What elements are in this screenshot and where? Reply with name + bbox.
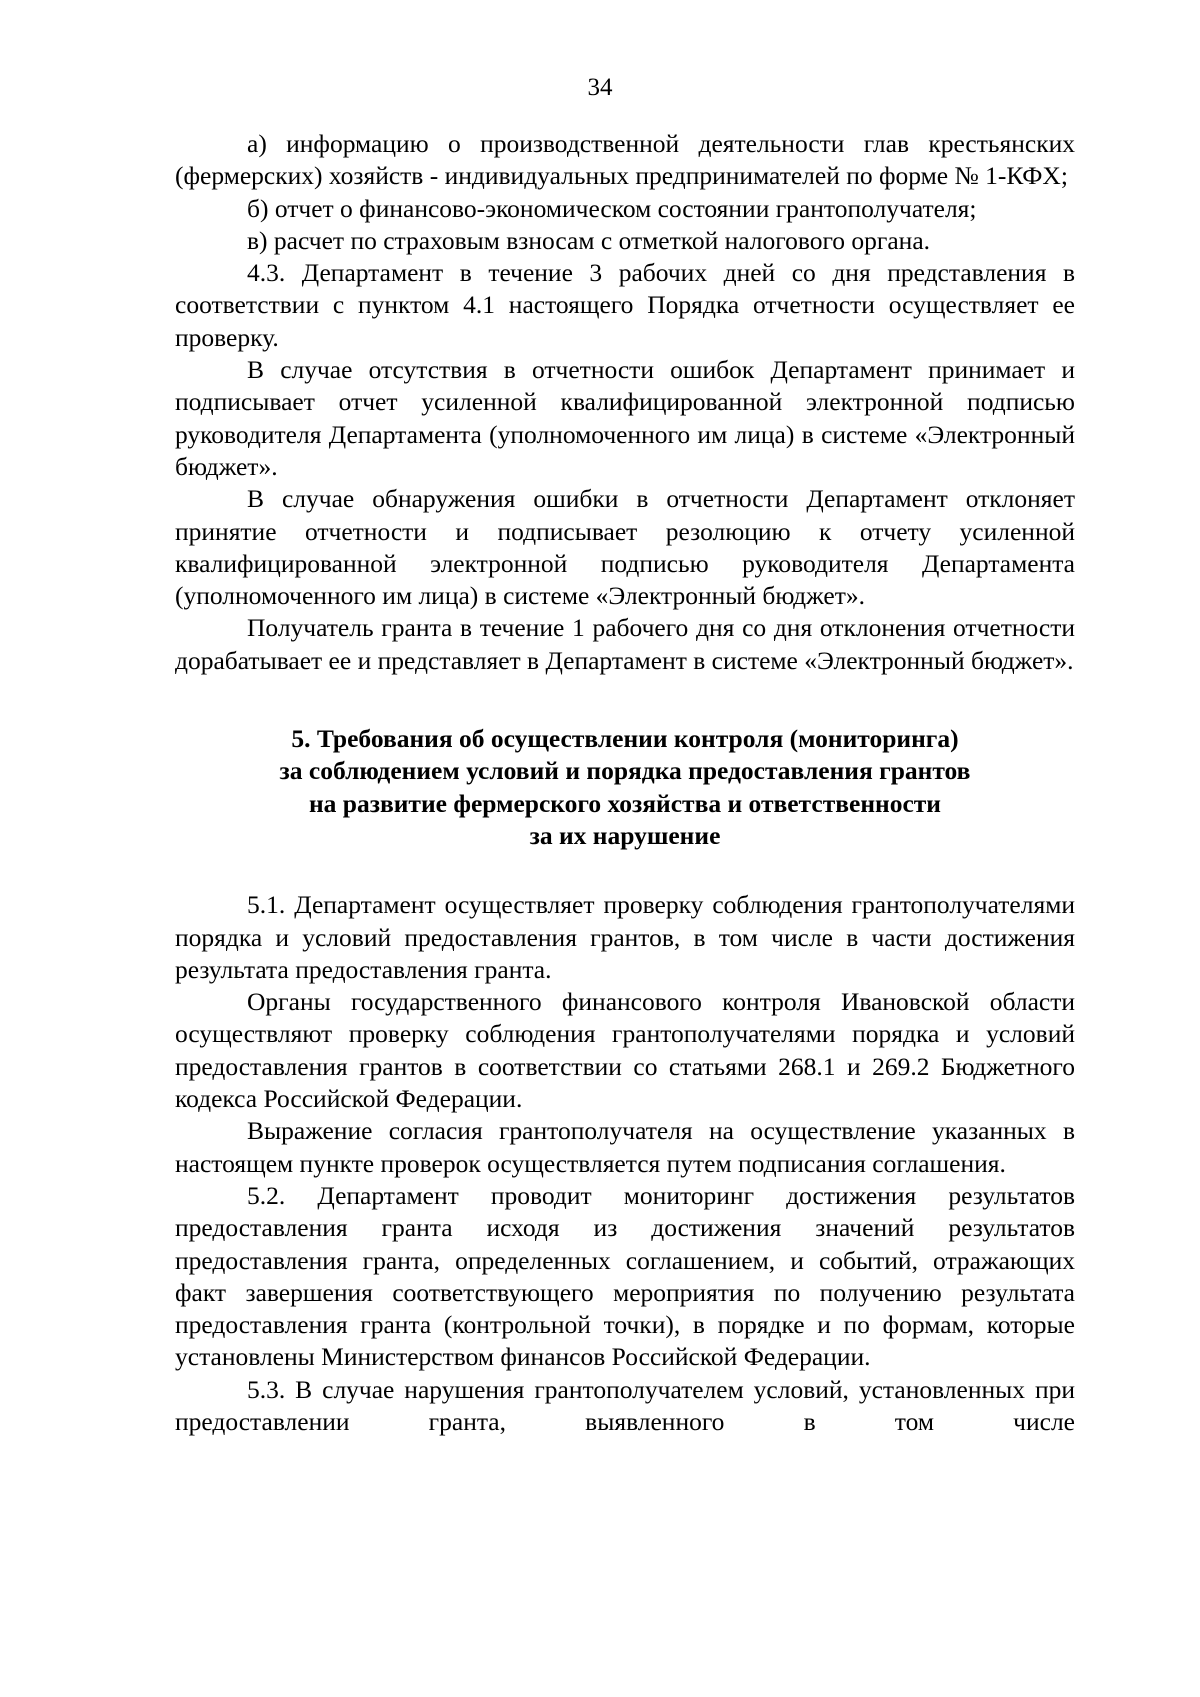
- heading-line: на развитие фермерского хозяйства и ответственности: [308, 788, 942, 818]
- paragraph-item-v: в) расчет по страховым взносам с отметкой налогового органа.: [247, 225, 931, 255]
- paragraph-no-errors: В случае отсутствия в отчетности ошибок Департамент принимает и подписывает отчет усиленной квалифицированной электронной подписью руководителя Департамента (уполномоченного им лица) в системе «Электронный бюджет».: [175, 355, 1075, 481]
- paragraph-item-a: а) информацию о производственной деятельности глав крестьянских (фермерских) хозяйств - индивидуальных предпринимателей по форме № 1-КФХ;: [175, 129, 1075, 191]
- paragraph-consent: Выражение согласия грантополучателя на осуществление указанных в настоящем пункте проверок осуществляется путем подписания соглашения.: [175, 1116, 1075, 1178]
- document-body: [175, 128, 1075, 1438]
- paragraph-5-1: 5.1. Департамент осуществляет проверку соблюдения грантополучателями порядка и условий предоставления грантов, в том числе в части достижения результата предоставления гранта.: [175, 890, 1075, 984]
- paragraph-recipient: Получатель гранта в течение 1 рабочего дня со дня отклонения отчетности дорабатывает ее и представляет в Департамент в системе «Электронный бюджет».: [175, 613, 1075, 675]
- paragraph-control-organs: Органы государственного финансового контроля Ивановской области осуществляют проверку соблюдения грантополучателями порядка и условий предоставления грантов в соответствии со статьями 268.1 и 269.2 Бюджетного кодекса Российской Федерации.: [175, 987, 1075, 1114]
- paragraph-errors: В случае обнаружения ошибки в отчетности Департамент отклоняет принятие отчетности и подписывает резолюцию к отчету усиленной квалифицированной электронной подписью руководителя Департамента (уполномоченного им лица) в системе «Электронный бюджет».: [175, 484, 1075, 611]
- heading-line: за соблюдением условий и порядка предоставления грантов: [279, 756, 971, 786]
- paragraph-5-2: 5.2. Департамент проводит мониторинг достижения результатов предоставления гранта исходя из достижения значений результатов предоставления гранта, определенных соглашением, и событий, отражающих факт завершения соответствующего мероприятия по получению результата предоставления гранта (контрольной точки), в порядке и по формам, которые установлены Министерством финансов Российской Федерации.: [175, 1180, 1075, 1372]
- paragraph-item-b: б) отчет о финансово-экономическом состоянии грантополучателя;: [247, 193, 977, 223]
- page-number: 34: [587, 74, 613, 101]
- heading-line: 5. Требования об осуществлении контроля (мониторинга): [291, 724, 959, 754]
- paragraph-4-3: 4.3. Департамент в течение 3 рабочих дней со дня представления в соответствии с пунктом 4.1 настоящего Порядка отчетности осуществляет ее проверку.: [175, 258, 1075, 352]
- section-5-heading: [175, 723, 1075, 852]
- paragraph-5-3: 5.3. В случае нарушения грантополучателем условий, установленных при предоставлении гранта, выявленного в том числе: [175, 1374, 1075, 1436]
- heading-line: за их нарушение: [529, 820, 721, 850]
